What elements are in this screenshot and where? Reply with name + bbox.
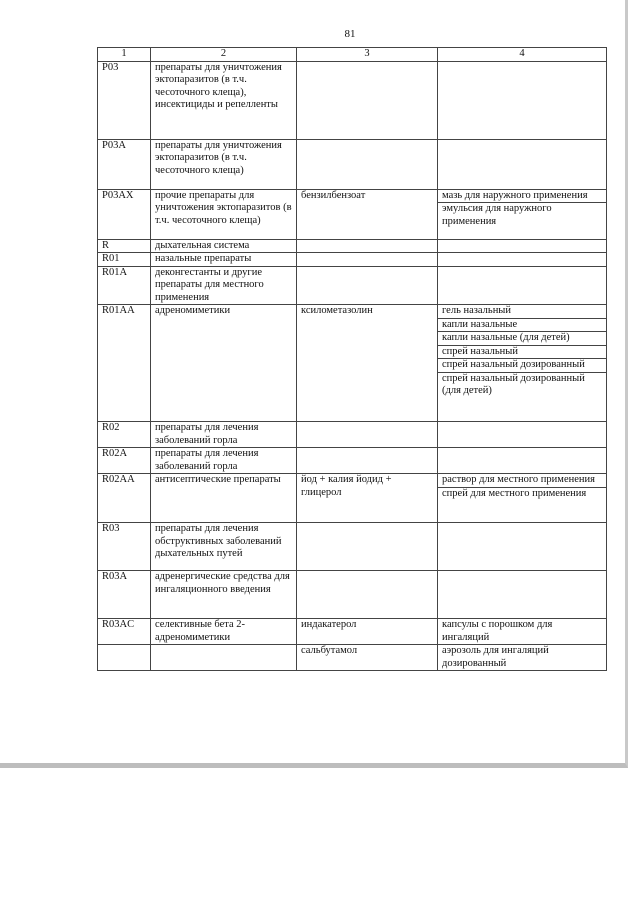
page-number: 81 xyxy=(344,28,356,40)
dosage-forms-cell xyxy=(438,266,607,305)
group-name-cell xyxy=(151,645,297,671)
group-name-cell: селективные бета 2-адреномиметики xyxy=(151,619,297,645)
dosage-forms-cell xyxy=(438,305,607,422)
table-row xyxy=(98,139,607,189)
table-row xyxy=(98,239,607,253)
group-name-cell: препараты для лечения обструктивных заболеваний дыхательных путей xyxy=(151,523,297,571)
group-name-cell: препараты для уничтожения эктопаразитов (в т.ч. чесоточного клеща) xyxy=(151,139,297,189)
drug-table-body xyxy=(98,48,607,671)
inn-cell xyxy=(297,422,438,448)
inn-cell xyxy=(297,523,438,571)
table-row xyxy=(98,189,607,239)
inn-cell: йод + калия йодид + глицерол xyxy=(297,474,438,523)
dosage-form: капли назальные (для детей) xyxy=(438,332,606,346)
atc-code-cell: R01AA xyxy=(98,305,151,422)
dosage-form: спрей назальный дозированный xyxy=(438,359,606,373)
inn-cell xyxy=(297,139,438,189)
atc-code-cell: R xyxy=(98,239,151,253)
table-row xyxy=(98,645,607,671)
drug-table xyxy=(97,47,607,671)
inn-cell: сальбутамол xyxy=(297,645,438,671)
dosage-forms-cell xyxy=(438,189,607,239)
inn-cell xyxy=(297,61,438,139)
atc-code-cell: R01 xyxy=(98,253,151,267)
inn-cell: ксилометазолин xyxy=(297,305,438,422)
group-name-cell: адренергические средства для ингаляционного введения xyxy=(151,571,297,619)
inn-cell xyxy=(297,266,438,305)
atc-code-cell: R01A xyxy=(98,266,151,305)
dosage-forms-cell xyxy=(438,448,607,474)
dosage-forms-cell xyxy=(438,239,607,253)
dosage-forms-cell xyxy=(438,253,607,267)
table-row xyxy=(98,474,607,523)
atc-code-cell: P03A xyxy=(98,139,151,189)
dosage-form: гель назальный xyxy=(438,305,606,319)
dosage-form: капсулы с порошком для ингаляций xyxy=(442,619,553,643)
atc-code-cell: R03AC xyxy=(98,619,151,645)
inn-cell xyxy=(297,239,438,253)
table-row xyxy=(98,422,607,448)
group-name-cell: назальные препараты xyxy=(151,253,297,267)
dosage-form: эмульсия для наружного применения xyxy=(442,203,552,227)
table-row xyxy=(98,523,607,571)
group-name-cell: антисептические препараты xyxy=(151,474,297,523)
dosage-forms-cell xyxy=(438,474,607,523)
dosage-forms-cell xyxy=(438,139,607,189)
inn-cell: индакатерол xyxy=(297,619,438,645)
dosage-forms-cell xyxy=(438,571,607,619)
atc-code-cell: P03AX xyxy=(98,189,151,239)
dosage-forms-cell xyxy=(438,645,607,671)
group-name-cell: деконгестанты и другие препараты для местного применения xyxy=(151,266,297,305)
atc-code-cell: R02A xyxy=(98,448,151,474)
table-row xyxy=(98,253,607,267)
dosage-form: спрей для местного применения xyxy=(442,487,587,499)
header-row xyxy=(98,48,607,62)
atc-code-cell xyxy=(98,645,151,671)
group-name-cell: дыхательная система xyxy=(151,239,297,253)
atc-code-cell: R02AA xyxy=(98,474,151,523)
dosage-form: мазь для наружного применения xyxy=(438,190,606,204)
atc-code-cell: R03A xyxy=(98,571,151,619)
atc-code-cell: R03 xyxy=(98,523,151,571)
column-header: 4 xyxy=(438,48,607,62)
table-row xyxy=(98,619,607,645)
dosage-form: аэрозоль для ингаляций дозированный xyxy=(442,645,549,669)
inn-cell: бензилбензоат xyxy=(297,189,438,239)
group-name-cell: препараты для лечения заболеваний горла xyxy=(151,422,297,448)
column-header: 3 xyxy=(297,48,438,62)
group-name-cell: прочие препараты для уничтожения эктопаразитов (в т.ч. чесоточного клеща) xyxy=(151,189,297,239)
dosage-form: раствор для местного применения xyxy=(438,474,606,488)
atc-code-cell: P03 xyxy=(98,61,151,139)
dosage-forms-cell xyxy=(438,61,607,139)
column-header: 1 xyxy=(98,48,151,62)
dosage-forms-cell xyxy=(438,422,607,448)
group-name-cell: адреномиметики xyxy=(151,305,297,422)
table-row xyxy=(98,448,607,474)
inn-cell xyxy=(297,571,438,619)
column-header: 2 xyxy=(151,48,297,62)
group-name-cell: препараты для лечения заболеваний горла xyxy=(151,448,297,474)
group-name-cell: препараты для уничтожения эктопаразитов (в т.ч. чесоточного клеща), инсектициды и репелленты xyxy=(151,61,297,139)
dosage-form: спрей назальный xyxy=(438,346,606,360)
table-row xyxy=(98,305,607,422)
dosage-form: спрей назальный дозированный (для детей) xyxy=(442,372,585,396)
table-row xyxy=(98,571,607,619)
dosage-forms-cell xyxy=(438,523,607,571)
table-row xyxy=(98,61,607,139)
table-row xyxy=(98,266,607,305)
atc-code-cell: R02 xyxy=(98,422,151,448)
dosage-forms-cell xyxy=(438,619,607,645)
inn-cell xyxy=(297,448,438,474)
dosage-form: капли назальные xyxy=(438,319,606,333)
inn-cell xyxy=(297,253,438,267)
